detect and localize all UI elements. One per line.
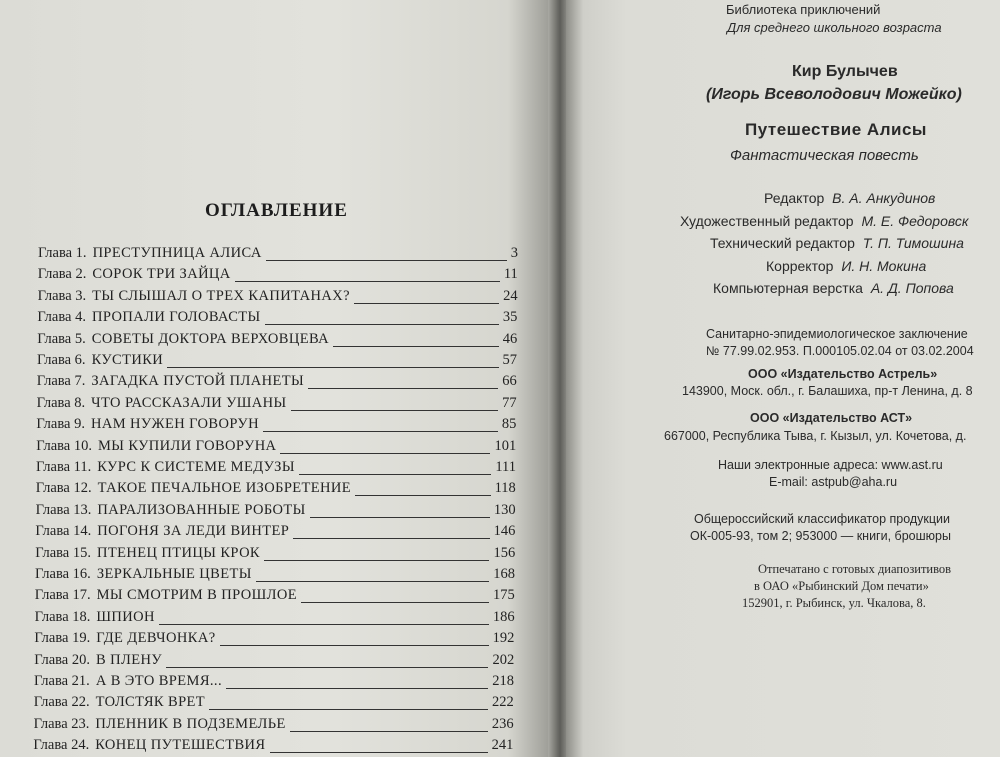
email-line: E-mail: astpub@aha.ru [769, 475, 898, 489]
toc-chapter-number: Глава 22. [33, 694, 90, 711]
toc-page-number: 3 [510, 245, 518, 261]
toc-entry [38, 266, 518, 286]
toc-page-number: 101 [494, 437, 517, 454]
toc-chapter-name: ЧТО РАССКАЗАЛИ УШАНЫ [91, 394, 287, 411]
toc-chapter-name: ТОЛСТЯК ВРЕТ [95, 694, 206, 711]
toc-leader-line [333, 346, 499, 347]
toc-chapter-name: СОВЕТЫ ДОКТОРА ВЕРХОВЦЕВА [91, 330, 330, 347]
credit-role: Компьютерная верстка [713, 280, 863, 296]
toc-leader-line [209, 709, 488, 710]
genre-line: Фантастическая повесть [730, 147, 919, 164]
toc-chapter-number: Глава 23. [33, 715, 90, 732]
toc-leader-line [166, 667, 488, 668]
toc-entry [34, 716, 514, 736]
publisher-1-address: 143900, Моск. обл., г. Балашиха, пр-т Ленина, д. 8 [682, 384, 973, 398]
credit-line [710, 235, 964, 251]
toc-chapter-name: ГДЕ ДЕВЧОНКА? [96, 630, 216, 647]
toc-chapter-number: Глава 17. [34, 587, 91, 604]
toc-leader-line [280, 453, 490, 454]
toc-entry [37, 331, 517, 351]
toc-entry [37, 309, 517, 329]
publisher-1-name: ООО «Издательство Астрель» [748, 367, 938, 381]
toc-chapter-name: ПЛЕННИК В ПОДЗЕМЕЛЬЕ [95, 715, 286, 732]
toc-chapter-name: ТАКОЕ ПЕЧАЛЬНОЕ ИЗОБРЕТЕНИЕ [97, 480, 352, 497]
toc-page-number: 35 [502, 309, 518, 326]
toc-leader-line [301, 602, 489, 603]
toc-page-number: 77 [502, 394, 517, 411]
toc-leader-line [290, 731, 488, 732]
sanitary-line-2: № 77.99.02.953. П.000105.02.04 от 03.02.2004 [706, 344, 974, 358]
toc-leader-line [293, 538, 489, 539]
toc-chapter-name: ЗАГАДКА ПУСТОЙ ПЛАНЕТЫ [91, 373, 305, 390]
audience-line: Для среднего школьного возраста [727, 20, 942, 35]
toc-chapter-number: Глава 19. [34, 630, 91, 647]
publisher-2-address: 667000, Республика Тыва, г. Кызыл, ул. Кочетова, д. [664, 429, 967, 443]
toc-chapter-name: ПРОПАЛИ ГОЛОВАСТЫ [91, 309, 261, 326]
toc-page-number: 24 [503, 287, 518, 304]
toc-chapter-number: Глава 3. [37, 287, 87, 304]
right-page [566, 0, 1000, 757]
toc-entry [35, 609, 515, 629]
toc-entry [36, 502, 516, 522]
toc-page-number: 241 [491, 737, 514, 754]
toc-chapter-number: Глава 16. [35, 566, 91, 582]
toc-leader-line [220, 645, 489, 646]
toc-leader-line [167, 367, 498, 368]
toc-chapter-name: МЫ КУПИЛИ ГОВОРУНА [98, 437, 277, 454]
toc-chapter-name: А В ЭТО ВРЕМЯ... [95, 673, 222, 689]
toc-page-number: 111 [495, 459, 516, 475]
toc-page-number: 46 [502, 330, 518, 347]
toc-page-number: 236 [491, 715, 514, 732]
credit-role: Технический редактор [710, 235, 855, 251]
toc-chapter-number: Глава 20. [34, 651, 90, 668]
printed-line-1: Отпечатано с готовых диапозитивов [758, 562, 952, 576]
toc-chapter-number: Глава 7. [36, 373, 86, 390]
toc-page-number: 156 [493, 544, 516, 561]
credit-line [713, 280, 954, 296]
toc-page-number: 66 [502, 373, 517, 390]
toc-chapter-name: ШПИОН [96, 608, 155, 625]
book-title: Путешествие Алисы [745, 120, 927, 139]
toc-leader-line [265, 324, 499, 325]
toc-leader-line [235, 281, 500, 282]
toc-entry [36, 459, 516, 479]
toc-entry [38, 245, 518, 265]
toc-chapter-name: КУСТИКИ [91, 352, 164, 368]
toc-page-number: 202 [492, 651, 515, 668]
toc-chapter-number: Глава 8. [36, 394, 86, 411]
toc-leader-line [266, 260, 507, 261]
toc-chapter-number: Глава 11. [36, 459, 92, 475]
toc-chapter-number: Глава 5. [37, 330, 86, 347]
toc-chapter-number: Глава 6. [37, 352, 86, 368]
toc-chapter-name: ПОГОНЯ ЗА ЛЕДИ ВИНТЕР [97, 523, 290, 540]
credit-line [680, 213, 968, 229]
credit-person: И. Н. Мокина [841, 257, 927, 274]
toc-entry [37, 352, 517, 372]
toc-leader-line [310, 517, 490, 518]
toc-chapter-number: Глава 14. [35, 523, 92, 540]
toc-chapter-name: ПРЕСТУПНИЦА АЛИСА [92, 245, 262, 261]
toc-leader-line [299, 474, 491, 475]
toc-chapter-number: Глава 4. [37, 309, 86, 326]
toc-page-number: 192 [492, 630, 515, 647]
toc-leader-line [256, 581, 489, 582]
toc-leader-line [159, 624, 489, 625]
toc-entry [34, 652, 514, 672]
toc-page-number: 118 [494, 480, 516, 497]
toc-chapter-number: Глава 2. [37, 266, 87, 283]
toc-page-number: 85 [501, 416, 517, 433]
classifier-line-2: ОК-005-93, том 2; 953000 — книги, брошюры [690, 529, 951, 543]
toc-page-number: 175 [493, 587, 515, 604]
toc-page-number: 11 [503, 266, 518, 283]
author-name: Кир Булычев [792, 63, 898, 80]
toc-entry [38, 288, 518, 308]
toc-entry [35, 523, 515, 543]
toc-chapter-number: Глава 15. [35, 544, 91, 561]
toc-leader-line [354, 303, 499, 304]
toc-chapter-name: КОНЕЦ ПУТЕШЕСТВИЯ [95, 737, 266, 754]
toc-entry [37, 373, 517, 393]
toc-chapter-number: Глава 1. [38, 245, 87, 261]
toc-title: ОГЛАВЛЕНИЕ [205, 200, 348, 221]
toc-chapter-name: ТЫ СЛЫШАЛ О ТРЕХ КАПИТАНАХ? [92, 287, 350, 304]
toc-leader-line [308, 388, 498, 389]
toc-entry [33, 737, 513, 757]
credit-person: В. А. Анкудинов [832, 190, 936, 206]
toc-chapter-number: Глава 13. [35, 501, 92, 518]
toc-page-number: 130 [493, 501, 516, 518]
toc-entry [35, 545, 515, 565]
credit-person: А. Д. Попова [870, 280, 954, 296]
toc-entry [34, 630, 514, 650]
credit-person: Т. П. Тимошина [862, 235, 964, 251]
toc-entry [35, 566, 515, 586]
toc-chapter-name: МЫ СМОТРИМ В ПРОШЛОЕ [96, 587, 297, 604]
toc-chapter-number: Глава 12. [35, 480, 92, 497]
credit-line [766, 258, 926, 274]
toc-chapter-name: ПАРАЛИЗОВАННЫЕ РОБОТЫ [97, 501, 306, 518]
toc-page-number: 57 [502, 352, 517, 368]
credit-role: Художественный редактор [680, 212, 854, 229]
toc-chapter-name: ПТЕНЕЦ ПТИЦЫ КРОК [97, 544, 261, 561]
toc-chapter-name: НАМ НУЖЕН ГОВОРУН [90, 416, 259, 433]
sanitary-line-1: Санитарно-эпидемиологическое заключение [706, 327, 968, 341]
printed-line-3: 152901, г. Рыбинск, ул. Чкалова, 8. [742, 596, 926, 610]
toc-page-number: 222 [492, 694, 514, 711]
toc-chapter-number: Глава 24. [33, 737, 90, 754]
toc-chapter-number: Глава 10. [36, 437, 92, 454]
toc-page-number: 146 [493, 523, 516, 540]
toc-page-number: 218 [492, 673, 514, 689]
toc-entry [37, 395, 517, 415]
toc-leader-line [270, 752, 488, 753]
author-real-name: (Игорь Всеволодович Можейко) [706, 86, 962, 103]
classifier-line-1: Общероссийский классификатор продукции [694, 512, 951, 526]
toc-chapter-name: ЗЕРКАЛЬНЫЕ ЦВЕТЫ [96, 566, 252, 582]
toc-entry [34, 673, 514, 693]
toc-leader-line [263, 431, 498, 432]
toc-chapter-name: КУРС К СИСТЕМЕ МЕДУЗЫ [97, 459, 295, 475]
toc-chapter-number: Глава 21. [34, 673, 90, 689]
printed-line-2: в ОАО «Рыбинский Дом печати» [754, 579, 929, 593]
toc-chapter-name: СОРОК ТРИ ЗАЙЦА [92, 266, 231, 283]
toc-page-number: 168 [493, 566, 515, 582]
toc-leader-line [291, 410, 499, 411]
toc-leader-line [226, 688, 488, 689]
credit-role: Редактор [764, 190, 825, 206]
toc-leader-line [355, 495, 491, 496]
toc-chapter-name: В ПЛЕНУ [96, 651, 162, 668]
toc-entry [36, 480, 516, 500]
publisher-2-name: ООО «Издательство АСТ» [750, 411, 913, 425]
web-address-line: Наши электронные адреса: www.ast.ru [718, 458, 943, 472]
series-name: Библиотека приключений [726, 2, 881, 17]
toc-leader-line [264, 560, 489, 561]
credit-person: М. Е. Федоровск [861, 212, 969, 229]
toc-chapter-number: Глава 18. [34, 608, 91, 625]
toc-entry [36, 416, 516, 436]
credit-line [764, 190, 935, 206]
toc-entry [36, 438, 516, 458]
toc-entry [34, 694, 514, 714]
credit-role: Корректор [766, 257, 834, 274]
toc-chapter-number: Глава 9. [36, 416, 85, 433]
toc-page-number: 186 [492, 608, 515, 625]
toc-entry [35, 587, 515, 607]
